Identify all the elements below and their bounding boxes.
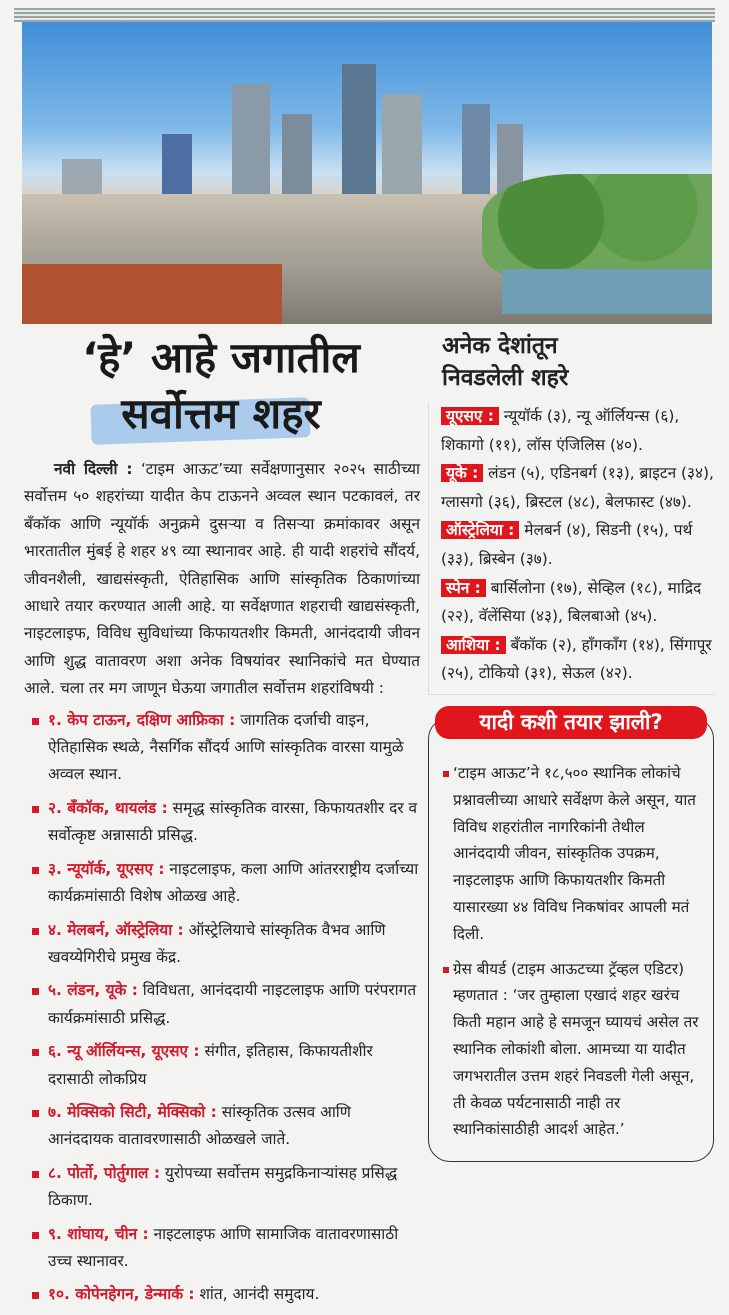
list-item	[22, 1221, 420, 1276]
headline	[22, 330, 420, 442]
dateline: नवी दिल्ली :	[54, 460, 133, 478]
item-title: ७. मेक्सिको सिटी, मेक्सिको :	[48, 1102, 217, 1121]
item-title: ९. शांघाय, चीन :	[48, 1224, 149, 1243]
bullet-icon	[443, 771, 449, 777]
city-list: बँकॉक (२), हाँगकाँग (१४), सिंगापूर (२५), टोकियो (३१), सेऊल (४२).	[441, 635, 712, 683]
item-text: जागतिक दर्जाची वाइन, ऐतिहासिक स्थळे, नैसर्गिक सौंदर्य आणि सांस्कृतिक वारसा यामुळे अव्वल स्थान.	[48, 710, 404, 784]
list-item	[22, 977, 420, 1032]
list-item	[22, 917, 420, 972]
bullet-icon	[32, 867, 39, 874]
item-title: ३. न्यूयॉर्क, यूएसए :	[48, 859, 165, 878]
country-tag: आशिया :	[441, 636, 506, 654]
list-item	[22, 795, 420, 850]
how-box-title: यादी कशी तयार झाली?	[435, 706, 707, 739]
city-list: बार्सिलोना (१७), सेव्हिल (१८), माद्रिद (२२), वॅलेंसिया (४३), बिलबाओ (४५).	[441, 578, 702, 626]
item-title: ६. न्यू ऑर्लियन्स, यूएसए :	[48, 1042, 200, 1061]
list-item	[22, 1099, 420, 1154]
item-text: विविधता, आनंददायी नाइटलाइफ आणि परंपरागत कार्यक्रमांसाठी प्रसिद्ध.	[48, 981, 417, 1027]
country-group	[441, 574, 714, 631]
bullet-icon	[32, 806, 39, 813]
country-tag: यूएसए :	[441, 407, 499, 425]
country-tag: यूके :	[441, 464, 483, 482]
main-article	[22, 330, 420, 1315]
how-list-made-box	[428, 709, 714, 1162]
article-text: ‘टाइम आऊट’च्या सर्वेक्षणानुसार २०२५ साठीच्या सर्वोत्तम ५० शहरांच्या यादीत केप टाऊनने अव्वल स्थान पटकावलं, तर बँकॉक आणि न्यूयॉर्क अनुक्रमे दुसऱ्या व तिसऱ्या क्रमांकावर असून भारतातील मुंबई हे शहर ४९ व्या स्थानावर आहे. ही यादी शहरांचे सौंदर्य, जीवनशैली, खाद्यसंस्कृती, ऐतिहासिक आणि सांस्कृतिक ठिकाणांच्या आधारे तयार करण्यात आली आहे. या सर्वेक्षणात शहराची खाद्यसंस्कृती, नाइटलाइफ, विविध सुविधांच्या किफायतशीर किमती, आनंददायी जीवन आणि शुद्ध वातावरण अशा अनेक विषयांवर स्थानिकांचे मत घेण्यात आले. चला तर मग जाणून घेऊया जगातील सर्वोत्तम शहरांविषयी :	[24, 460, 420, 698]
item-title: ८. पोर्तो, पोर्तुगाल :	[48, 1163, 160, 1182]
how-paragraph-text: ग्रेस बीयर्ड (टाइम आऊटच्या ट्रॅव्हल एडिटर) म्हणतात : ‘जर तुम्हाला एखादं शहर खरंच किती महान आहे हे समजून घ्यायचं असेल तर स्थानिक लोकांशी बोला. आमच्या या यादीत जगभरातील उत्तम शहरं निवडली गेली असून, ती केवळ पर्यटनासाठी नाही तर स्थानिकांसाठीही आदर्श आहेत.’	[453, 959, 699, 1139]
country-tag: ऑस्ट्रेलिया :	[441, 521, 519, 539]
item-text: सांस्कृतिक उत्सव आणि आनंददायक वातावरणासाठी ओळखले जाते.	[48, 1102, 351, 1149]
city-list: लंडन (५), एडिनबर्ग (१३), ब्राइटन (३४), ग्लासगो (३६), ब्रिस्टल (४८), बेलफास्ट (४७).	[441, 464, 714, 511]
item-text: नाइटलाइफ, कला आणि आंतरराष्ट्रीय दर्जाच्या कार्यक्रमांसाठी विशेष ओळख आहे.	[48, 859, 419, 906]
item-title: १. केप टाऊन, दक्षिण आफ्रिका :	[48, 710, 236, 729]
list-item	[22, 1281, 420, 1308]
page-border	[14, 8, 715, 22]
country-city-list	[428, 402, 714, 695]
city-skyline-photo	[22, 22, 712, 324]
article-body	[22, 456, 420, 703]
item-text: संगीत, इतिहास, किफायतीशीर दरासाठी लोकप्रिय	[48, 1042, 373, 1088]
headline-line-2: सर्वोत्तम शहर	[121, 389, 321, 438]
country-group	[441, 631, 714, 688]
sidebar-title-line-2: निवडलेली शहरे	[442, 365, 569, 391]
bullet-icon	[32, 1292, 39, 1299]
list-item	[22, 1160, 420, 1215]
bullet-icon	[32, 1171, 39, 1178]
bullet-icon	[32, 1049, 39, 1056]
item-title: ४. मेलबर्न, ऑस्ट्रेलिया :	[48, 920, 184, 939]
item-title: ५. लंडन, यूके :	[48, 981, 138, 1000]
item-text: ऑस्ट्रेलियाचे सांस्कृतिक वैभव आणि खवय्येगिरीचे प्रमुख केंद्र.	[48, 920, 386, 966]
item-title: २. बँकॉक, थायलंड :	[48, 798, 168, 817]
bullet-icon	[32, 718, 39, 725]
list-item	[22, 707, 420, 789]
item-title: १०. कोपेनहेगन, डेन्मार्क :	[48, 1285, 195, 1304]
ranking-list	[22, 707, 420, 1309]
city-list: मेलबर्न (४), सिडनी (१५), पर्थ (३३), ब्रिस्बेन (३७).	[441, 521, 693, 568]
how-paragraph	[443, 956, 699, 1144]
sidebar-title	[428, 330, 714, 394]
bullet-icon	[32, 988, 39, 995]
bullet-icon	[443, 967, 449, 973]
country-group	[441, 402, 714, 459]
country-tag: स्पेन :	[441, 579, 486, 597]
country-group	[441, 516, 714, 573]
item-text: नाइटलाइफ आणि सामाजिक वातावरणासाठी उच्च स्थानावर.	[48, 1224, 399, 1270]
headline-line-1: ‘हे’ आहे जगातील	[82, 333, 360, 382]
sidebar-title-line-1: अनेक देशांतून	[442, 333, 558, 359]
bullet-icon	[32, 1110, 39, 1117]
bullet-icon	[32, 928, 39, 935]
how-paragraph	[443, 760, 699, 948]
item-text: समृद्ध सांस्कृतिक वारसा, किफायतशीर दर व सर्वोत्कृष्ट अन्नासाठी प्रसिद्ध.	[48, 798, 418, 845]
list-item	[22, 1038, 420, 1093]
country-group	[441, 459, 714, 516]
how-paragraph-text: ‘टाइम आऊट’ने १८,५०० स्थानिक लोकांचे प्रश्नावलीच्या आधारे सर्वेक्षण केले असून, यात विविध शहरांतील नागरिकांनी तेथील आनंददायी जीवन, सांस्कृतिक उपक्रम, नाइटलाइफ आणि किफायतशीर किमती यासारख्या ४४ विविध निकषांवर आपली मतं दिली.	[453, 763, 696, 943]
list-item	[22, 856, 420, 911]
item-text: शांत, आनंदी समुदाय.	[199, 1285, 320, 1304]
sidebar	[428, 330, 714, 1162]
bullet-icon	[32, 1232, 39, 1239]
city-list: न्यूयॉर्क (३), न्यू ऑर्लियन्स (६), शिकागो (११), लॉस एंजिलिस (४०).	[441, 407, 680, 454]
item-text: युरोपच्या सर्वोत्तम समुद्रकिनाऱ्यांसह प्रसिद्ध ठिकाण.	[48, 1163, 398, 1210]
